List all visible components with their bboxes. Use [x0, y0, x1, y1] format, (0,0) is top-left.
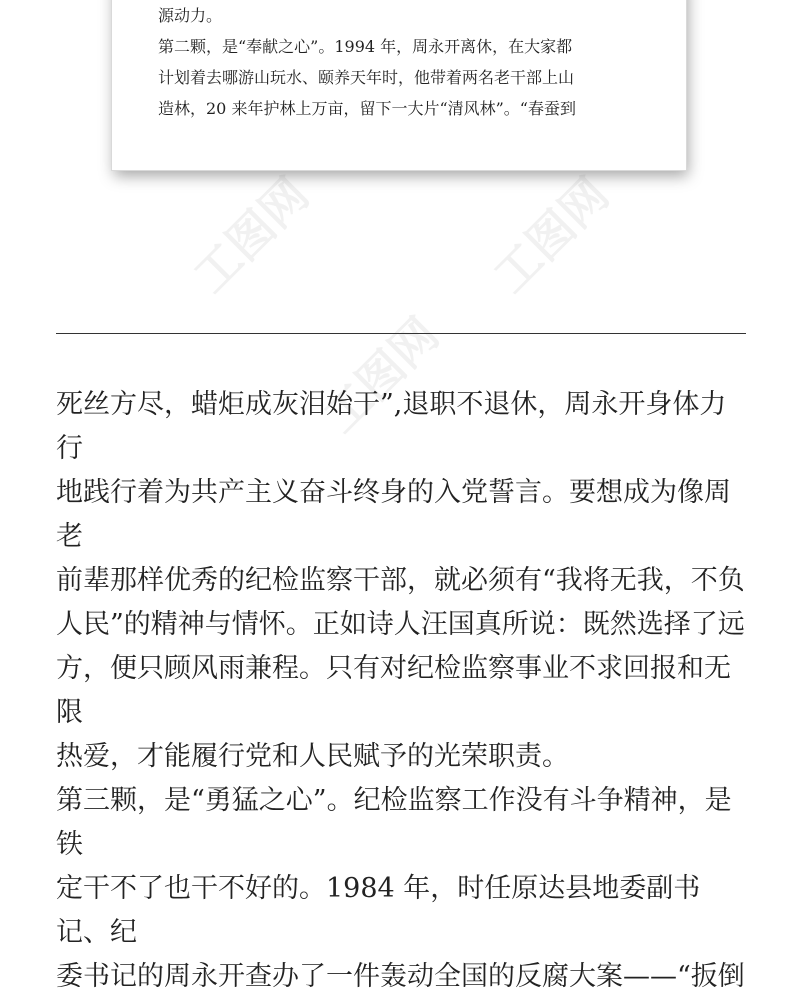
- body-line: 死丝方尽，蜡炬成灰泪始干”,退职不退休，周永开身体力行: [56, 389, 727, 464]
- card-line: 造林，20 来年护林上万亩，留下一大片“清风林”。“春蚕到: [158, 99, 576, 118]
- body-text: [56, 383, 746, 999]
- watermark: 工图网: [483, 167, 620, 304]
- page-divider: [56, 333, 746, 334]
- body-line: 委书记的周永开查办了一件轰动全国的反腐大案——“扳倒: [56, 961, 745, 992]
- watermark: 工图网: [313, 307, 450, 444]
- body-line: 定干不了也干不好的。1984 年，时任原达县地委副书记、纪: [56, 873, 701, 948]
- body-line: 第三颗，是“勇猛之心”。纪检监察工作没有斗争精神，是铁: [56, 785, 732, 860]
- card-line: 源动力。: [158, 6, 223, 25]
- card-line: 计划着去哪游山玩水、颐养天年时，他带着两名老干部上山: [158, 68, 575, 87]
- body-line: 热爱，才能履行党和人民赋予的光荣职责。: [56, 741, 569, 772]
- body-line: 人民”的精神与情怀。正如诗人汪国真所说：既然选择了远: [56, 609, 745, 640]
- body-line: 方，便只顾风雨兼程。只有对纪检监察事业不求回报和无限: [56, 653, 731, 728]
- body-line: 前辈那样优秀的纪检监察干部，就必须有“我将无我，不负: [56, 565, 745, 596]
- watermark: 工图网: [183, 167, 320, 304]
- quote-card: [112, 0, 686, 170]
- card-text: [158, 0, 658, 124]
- card-line: 第二颗，是“奉献之心”。1994 年，周永开离休，在大家都: [158, 37, 573, 56]
- body-line: 地践行着为共产主义奋斗终身的入党誓言。要想成为像周老: [56, 477, 731, 552]
